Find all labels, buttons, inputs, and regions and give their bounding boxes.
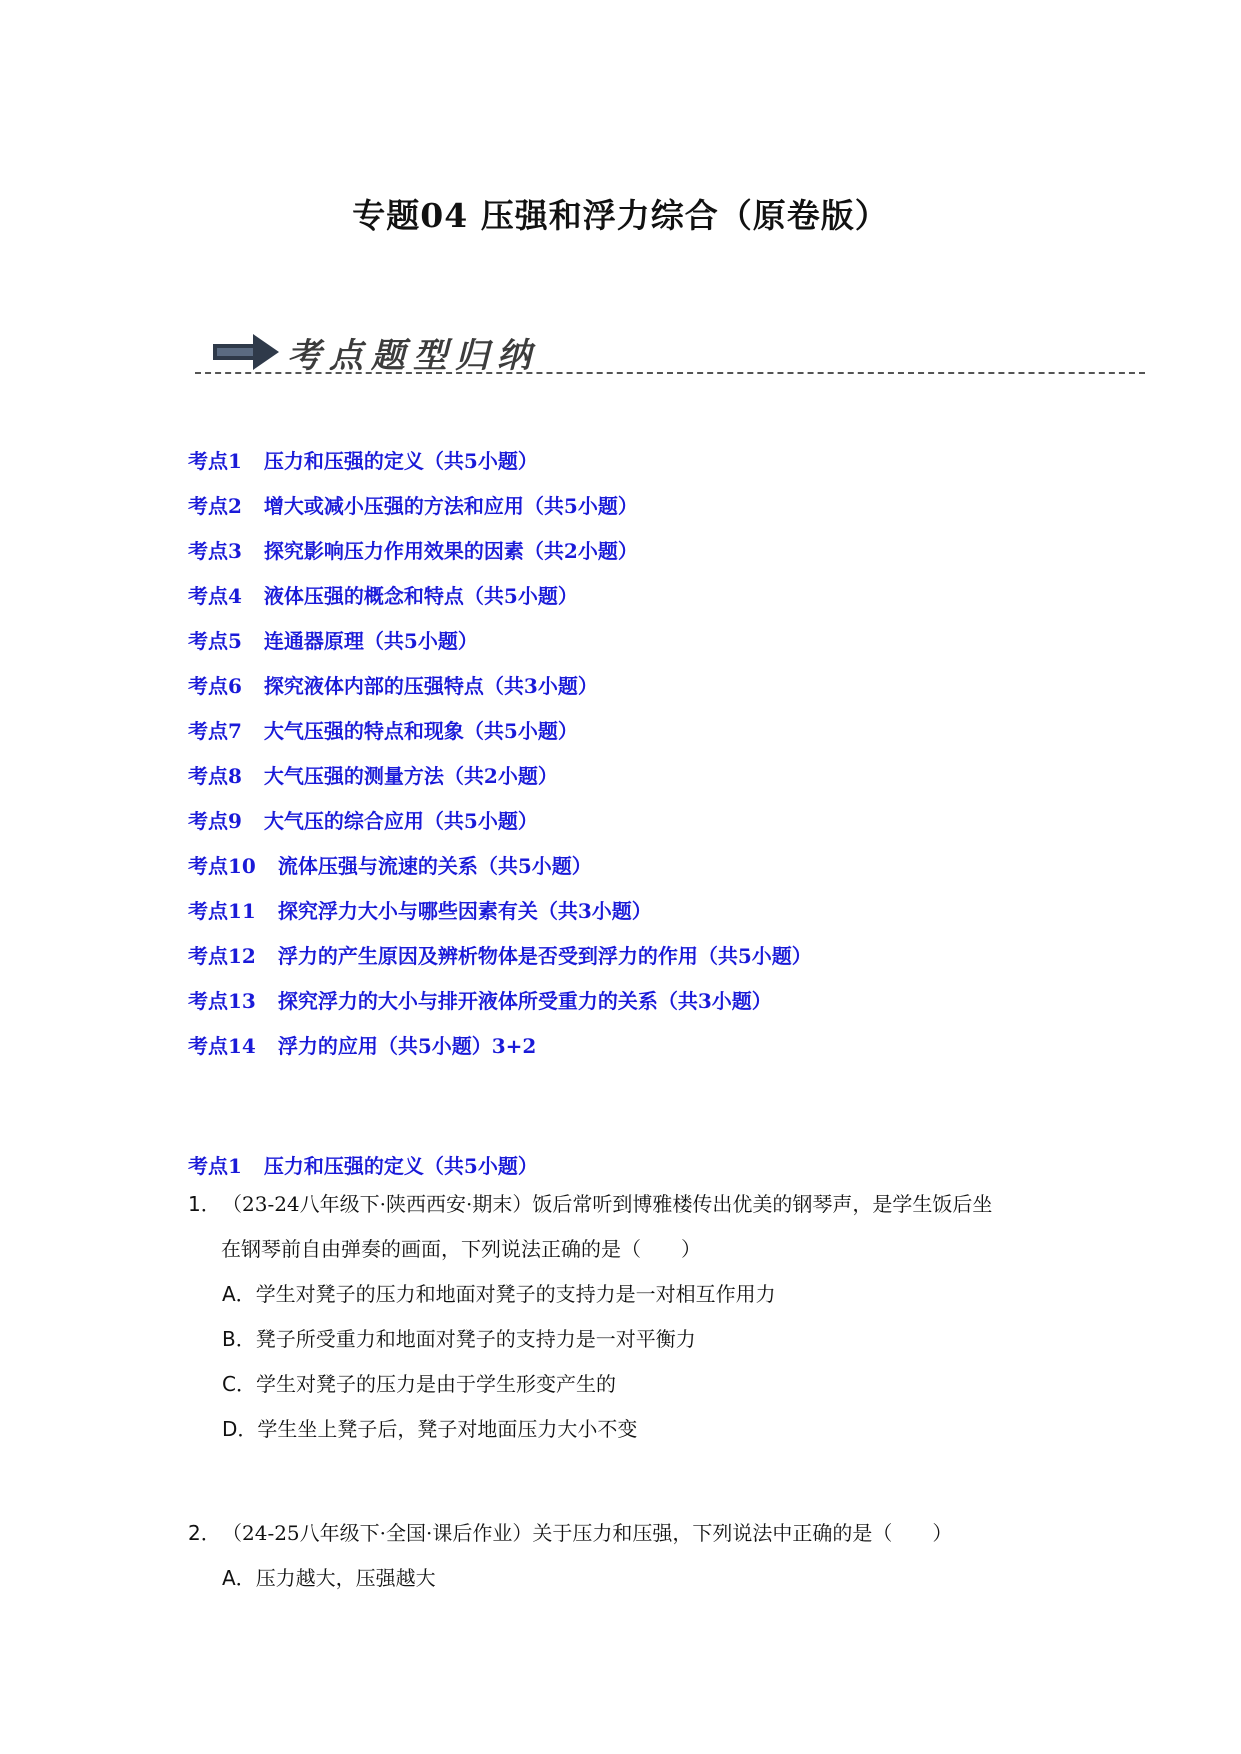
table-of-contents xyxy=(188,446,812,1076)
arrow-right-icon xyxy=(213,332,283,372)
option-b[interactable] xyxy=(188,1324,992,1369)
toc-item-number: 考点11 xyxy=(188,899,256,923)
toc-item-number: 考点1 xyxy=(188,449,242,473)
option-a[interactable] xyxy=(188,1279,992,1324)
toc-item[interactable] xyxy=(188,851,812,896)
toc-item-number: 考点4 xyxy=(188,584,242,608)
toc-item[interactable] xyxy=(188,446,812,491)
toc-item-text: 浮力的应用（共5小题）3+2 xyxy=(277,1034,537,1058)
toc-item[interactable] xyxy=(188,671,812,716)
option-a[interactable] xyxy=(188,1563,952,1608)
option-label: B． xyxy=(222,1327,256,1351)
toc-item[interactable] xyxy=(188,896,812,941)
toc-item-text: 探究液体内部的压强特点（共3小题） xyxy=(263,674,598,698)
option-text: 学生对凳子的压力是由于学生形变产生的 xyxy=(255,1372,616,1396)
question-stem: （24-25八年级下·全国·课后作业）关于压力和压强，下列说法中正确的是（ ） xyxy=(222,1521,953,1545)
question-stem-continued: 在钢琴前自由弹奏的画面，下列说法正确的是（ ） xyxy=(221,1237,701,1261)
toc-item-number: 考点14 xyxy=(188,1034,256,1058)
question-number: 1． xyxy=(188,1192,221,1216)
toc-item[interactable] xyxy=(188,761,812,806)
toc-item[interactable] xyxy=(188,581,812,626)
toc-item-number: 考点5 xyxy=(188,629,242,653)
section-banner xyxy=(195,328,1145,376)
toc-item-text: 连通器原理（共5小题） xyxy=(263,629,478,653)
option-text: 学生坐上凳子后，凳子对地面压力大小不变 xyxy=(257,1417,638,1441)
section-heading-number: 考点1 xyxy=(188,1154,242,1178)
toc-item[interactable] xyxy=(188,1031,812,1076)
toc-item[interactable] xyxy=(188,806,812,851)
question-2 xyxy=(188,1518,952,1608)
toc-item-text: 大气压强的特点和现象（共5小题） xyxy=(263,719,578,743)
option-text: 学生对凳子的压力和地面对凳子的支持力是一对相互作用力 xyxy=(255,1282,776,1306)
toc-item-text: 探究浮力大小与哪些因素有关（共3小题） xyxy=(277,899,652,923)
toc-item-number: 考点9 xyxy=(188,809,242,833)
question-1 xyxy=(188,1189,992,1459)
section-heading xyxy=(188,1150,538,1179)
toc-item-text: 液体压强的概念和特点（共5小题） xyxy=(263,584,578,608)
toc-item[interactable] xyxy=(188,491,812,536)
toc-item[interactable] xyxy=(188,941,812,986)
toc-item-text: 压力和压强的定义（共5小题） xyxy=(263,449,538,473)
toc-item-text: 大气压的综合应用（共5小题） xyxy=(263,809,538,833)
toc-item[interactable] xyxy=(188,536,812,581)
toc-item-number: 考点13 xyxy=(188,989,256,1013)
toc-item[interactable] xyxy=(188,626,812,671)
toc-item-text: 流体压强与流速的关系（共5小题） xyxy=(277,854,592,878)
toc-item-text: 探究影响压力作用效果的因素（共2小题） xyxy=(263,539,638,563)
option-label: A． xyxy=(222,1282,256,1306)
option-text: 压力越大，压强越大 xyxy=(255,1566,436,1590)
toc-item-number: 考点2 xyxy=(188,494,242,518)
banner-divider xyxy=(195,372,1145,374)
toc-item-text: 大气压强的测量方法（共2小题） xyxy=(263,764,558,788)
question-number: 2． xyxy=(188,1521,221,1545)
toc-item-text: 增大或减小压强的方法和应用（共5小题） xyxy=(263,494,638,518)
toc-item-text: 探究浮力的大小与排开液体所受重力的关系（共3小题） xyxy=(277,989,772,1013)
page-title: 专题04 压强和浮力综合（原卷版） xyxy=(352,196,889,235)
option-d[interactable] xyxy=(188,1414,992,1459)
toc-item-number: 考点8 xyxy=(188,764,242,788)
option-text: 凳子所受重力和地面对凳子的支持力是一对平衡力 xyxy=(255,1327,696,1351)
banner-title: 考点题型归纳 xyxy=(287,336,539,376)
toc-item-number: 考点3 xyxy=(188,539,242,563)
toc-item[interactable] xyxy=(188,716,812,761)
toc-item[interactable] xyxy=(188,986,812,1031)
toc-item-text: 浮力的产生原因及辨析物体是否受到浮力的作用（共5小题） xyxy=(277,944,812,968)
toc-item-number: 考点12 xyxy=(188,944,256,968)
toc-item-number: 考点7 xyxy=(188,719,242,743)
option-label: C． xyxy=(222,1372,256,1396)
option-label: A． xyxy=(222,1566,256,1590)
question-stem: （23-24八年级下·陕西西安·期末）饭后常听到博雅楼传出优美的钢琴声，是学生饭后坐 xyxy=(222,1192,993,1216)
option-label: D． xyxy=(222,1417,258,1441)
option-c[interactable] xyxy=(188,1369,992,1414)
section-heading-text: 压力和压强的定义（共5小题） xyxy=(263,1154,538,1178)
toc-item-number: 考点10 xyxy=(188,854,256,878)
toc-item-number: 考点6 xyxy=(188,674,242,698)
